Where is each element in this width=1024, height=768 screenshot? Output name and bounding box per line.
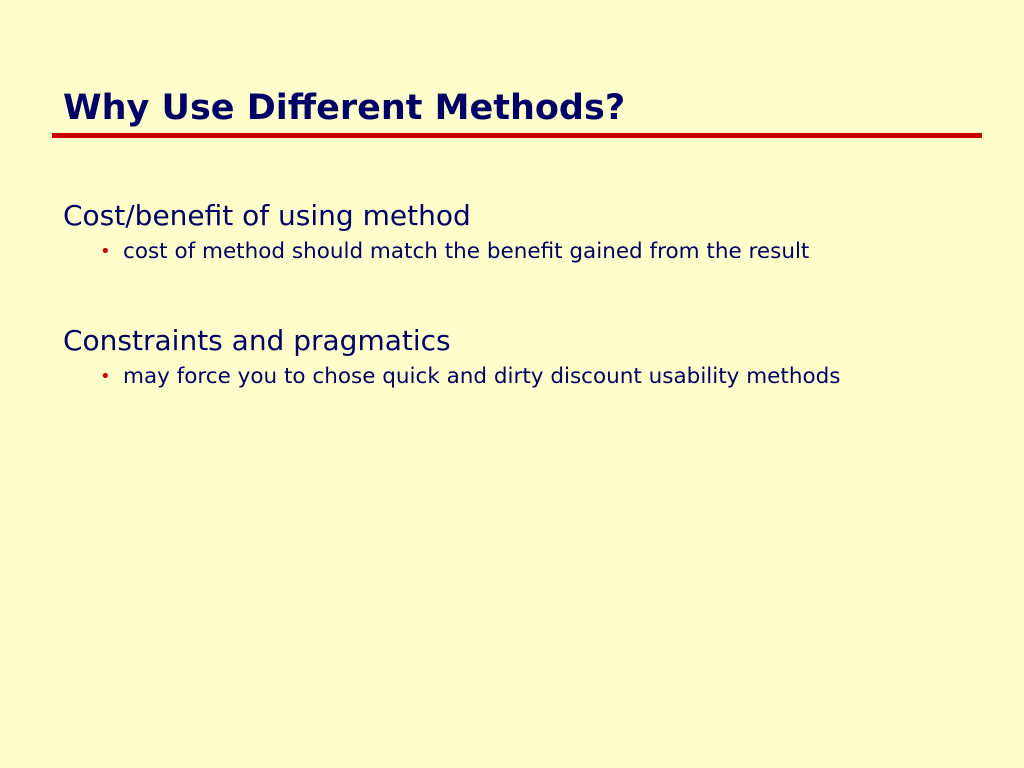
bullet-list bbox=[63, 362, 963, 392]
section-constraints bbox=[63, 320, 963, 392]
bullet-text: may force you to chose quick and dirty discount usability methods bbox=[123, 364, 841, 389]
section-heading: Constraints and pragmatics bbox=[63, 324, 451, 357]
bullet-list bbox=[63, 237, 963, 267]
bullet-item bbox=[63, 237, 913, 267]
title-underline bbox=[52, 133, 982, 138]
section-cost-benefit bbox=[63, 195, 963, 267]
bullet-dot-icon: • bbox=[100, 241, 111, 262]
bullet-text: cost of method should match the benefit gained from the result bbox=[123, 239, 810, 264]
bullet-dot-icon: • bbox=[100, 366, 111, 387]
bullet-item bbox=[63, 362, 913, 392]
slide-title: Why Use Different Methods? bbox=[63, 88, 626, 128]
section-heading: Cost/benefit of using method bbox=[63, 199, 471, 232]
